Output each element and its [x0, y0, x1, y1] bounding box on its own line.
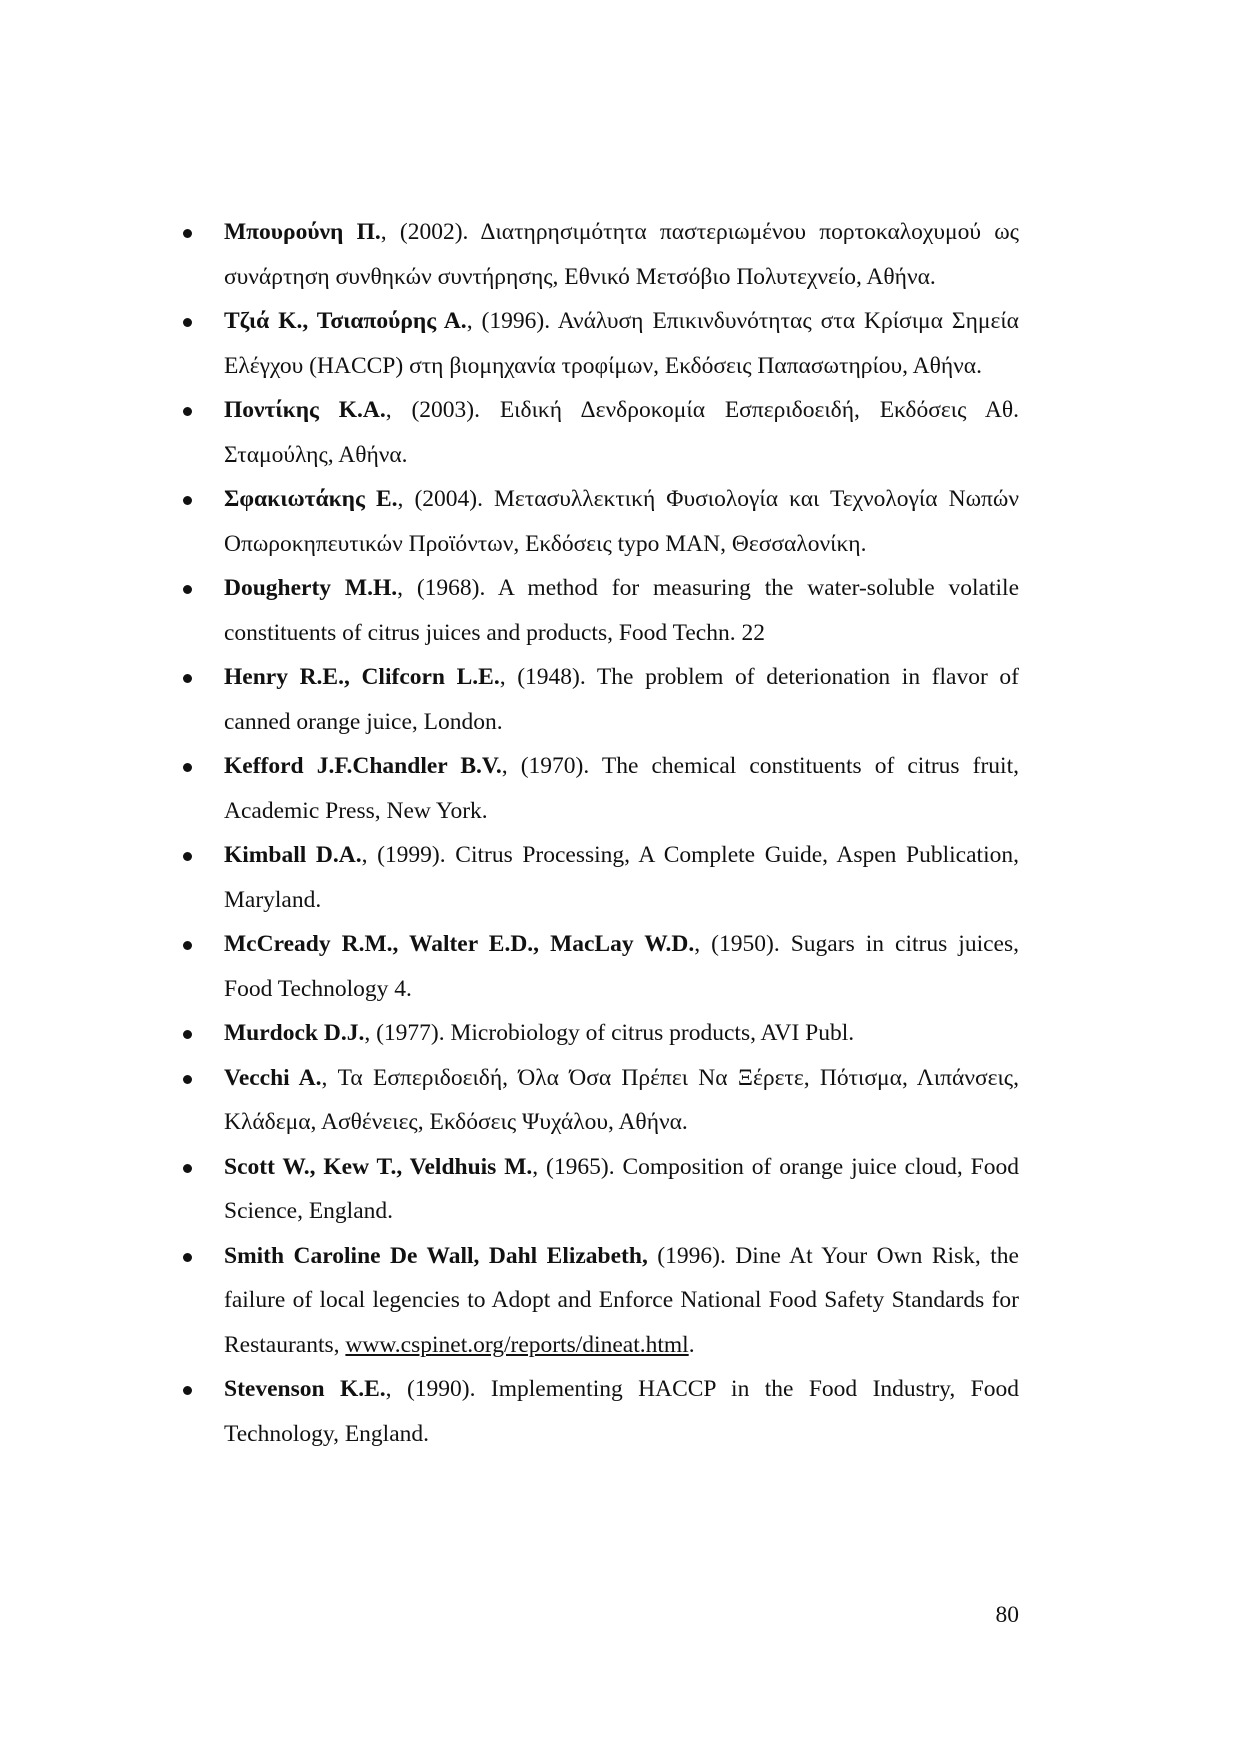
reference-details: , (2004). Μετασυλλεκτική Φυσιολογία και Τεχνολογία Νωπών Οπωροκηπευτικών Προϊόντων, Εκδόσεις typo MAN, Θεσσαλονίκη. — [224, 486, 1019, 557]
page-number: 80 — [995, 1602, 1019, 1628]
reference-item — [183, 744, 1019, 833]
bullet-icon — [183, 1253, 192, 1262]
reference-item — [183, 1145, 1019, 1234]
reference-details-end: . — [688, 1331, 695, 1358]
reference-authors: Σφακιωτάκης Ε. — [224, 486, 398, 512]
bullet-icon — [183, 674, 192, 683]
reference-authors: Henry R.E., Clifcorn L.E. — [224, 664, 500, 690]
reference-authors: Dougherty M.H. — [224, 575, 398, 601]
reference-details: , (1968). A method for measuring the water-soluble volatile constituents of citrus juices and products, Food Techn. 22 — [224, 575, 1020, 646]
bullet-icon — [183, 229, 192, 238]
reference-item — [183, 210, 1019, 299]
reference-item — [183, 388, 1019, 477]
bullet-icon — [183, 852, 192, 861]
reference-item — [183, 1056, 1019, 1145]
reference-item — [183, 566, 1019, 655]
bullet-icon — [183, 1075, 192, 1084]
reference-details: , (1977). Microbiology of citrus products, AVI Publ. — [364, 1020, 855, 1046]
bullet-icon — [183, 496, 192, 505]
reference-details: , (1965). Composition of orange juice cloud, Food Science, England. — [224, 1153, 1019, 1224]
reference-item — [183, 299, 1019, 388]
reference-authors: Murdock D.J. — [224, 1020, 365, 1046]
reference-authors: Τζιά Κ., Τσιαπούρης Α. — [224, 308, 467, 334]
reference-details: , (1996). Ανάλυση Επικινδυνότητας στα Κρίσιμα Σημεία Ελέγχου (HACCP) στη βιομηχανία τροφίμων, Εκδόσεις Παπασωτηρίου, Αθήνα. — [224, 308, 1019, 379]
bullet-icon — [183, 1386, 192, 1395]
reference-authors: Μπουρούνη Π. — [224, 219, 381, 245]
reference-details: , (1948). The problem of deterionation in flavor of canned orange juice, London. — [224, 664, 1019, 735]
reference-item — [183, 477, 1019, 566]
reference-authors: McCready R.M., Walter E.D., MacLay W.D. — [224, 931, 695, 957]
reference-details: , (2003). Ειδική Δενδροκομία Εσπεριδοειδή, Εκδόσεις Αθ. Σταμούλης, Αθήνα. — [224, 397, 1019, 468]
reference-authors: Vecchi A. — [224, 1064, 322, 1091]
bullet-icon — [183, 407, 192, 416]
reference-details: , (2002). Διατηρησιμότητα παστεριωμένου πορτοκαλοχυμού ως συνάρτηση συνθηκών συντήρησης, Εθνικό Μετσόβιο Πολυτεχνείο, Αθήνα. — [224, 219, 1019, 290]
reference-details: , Τα Εσπεριδοειδή, Όλα Όσα Πρέπει Να Ξέρετε, Πότισμα, Λιπάνσεις, Κλάδεμα, Ασθένειες, Εκδόσεις Ψυχάλου, Αθήνα. — [224, 1064, 1019, 1135]
reference-list — [183, 210, 1019, 1456]
reference-details: , (1999). Citrus Processing, A Complete Guide, Aspen Publication, Maryland. — [224, 842, 1019, 913]
reference-item — [183, 833, 1019, 922]
reference-item — [183, 922, 1019, 1011]
reference-details: (1996). Dine At Your Own Risk, the failure of local legencies to Adopt and Enforce National Food Safety Standards for Restaurants, — [224, 1242, 1019, 1358]
reference-item — [183, 655, 1019, 744]
bullet-icon — [183, 318, 192, 327]
bullet-icon — [183, 941, 192, 950]
reference-details: , (1990). Implementing HACCP in the Food Industry, Food Technology, England. — [224, 1376, 1020, 1447]
reference-authors: Ποντίκης Κ.Α. — [224, 397, 386, 423]
reference-authors: Scott W., Kew T., Veldhuis M. — [224, 1153, 533, 1180]
reference-details: , (1950). Sugars in citrus juices, Food Technology 4. — [224, 931, 1019, 1002]
bullet-icon — [183, 763, 192, 772]
reference-authors: Stevenson K.E. — [224, 1376, 386, 1402]
reference-authors: Kimball D.A. — [224, 842, 362, 868]
reference-link[interactable]: www.cspinet.org/reports/dineat.html — [345, 1331, 689, 1358]
reference-item — [183, 1367, 1019, 1456]
bullet-icon — [183, 585, 192, 594]
reference-authors: Smith Caroline De Wall, Dahl Elizabeth, — [224, 1242, 648, 1269]
reference-details: , (1970). The chemical constituents of citrus fruit, Academic Press, New York. — [224, 753, 1019, 824]
bullet-icon — [183, 1030, 192, 1039]
bullet-icon — [183, 1164, 192, 1173]
reference-item — [183, 1011, 1019, 1056]
reference-authors: Kefford J.F.Chandler B.V. — [224, 753, 502, 779]
reference-item — [183, 1234, 1019, 1368]
